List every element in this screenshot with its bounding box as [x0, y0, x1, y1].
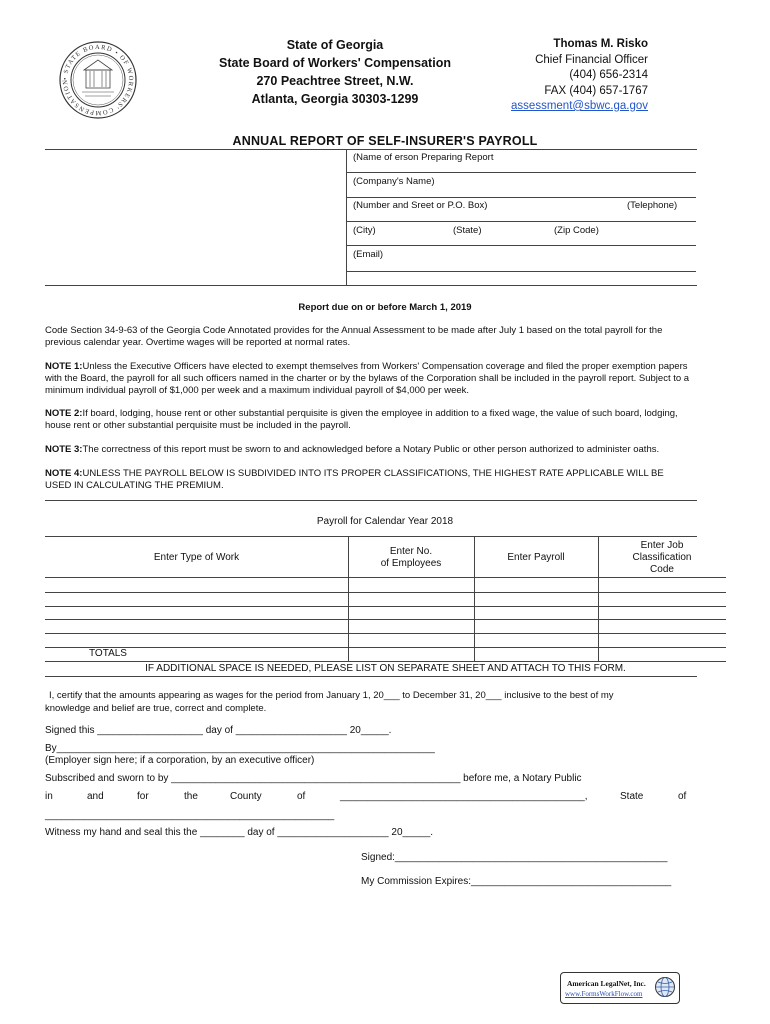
signed-this-line[interactable]: Signed this ___________________ day of ____________________ 20_____. — [45, 725, 392, 736]
note-text: Unless the Executive Officers have elected to exempt themselves from Workers' Compensation coverage and filed the proper exemption papers with the Board, the payroll for all such officers named in the charter or by the bylaws of the Corporation shall be included in the payroll report. Subject to a minimum individual payroll of $1,000 per week and a maximum individual payroll of $4,000 per week. — [45, 361, 690, 396]
col-employees-line: Enter No. — [389, 546, 433, 557]
city-label: (City) — [353, 225, 376, 236]
note-label: NOTE 2: — [45, 408, 83, 419]
certify-line-2: knowledge and belief are true, correct and complete. — [45, 703, 267, 714]
state-board-seal-icon — [58, 40, 138, 120]
additional-space-note: IF ADDITIONAL SPACE IS NEEDED, PLEASE LIST ON SEPARATE SHEET AND ATTACH TO THIS FORM. — [145, 663, 626, 674]
agency-line: State of Georgia — [286, 38, 384, 52]
note-1 — [45, 361, 690, 397]
note-3 — [45, 444, 690, 456]
col-employees-line: of Employees — [380, 558, 442, 569]
company-name-label: (Company's Name) — [353, 176, 435, 187]
subscribed-line[interactable]: Subscribed and sworn to by ____________________________________________________ before me, a Notary Public — [45, 773, 582, 784]
state-of-word: of — [678, 791, 687, 802]
contact-block — [448, 37, 648, 115]
col-code-line: Code — [650, 564, 674, 575]
state-word: State — [620, 791, 644, 802]
commission-expires-line[interactable]: My Commission Expires:____________________________________ — [361, 876, 672, 887]
agency-line: State Board of Workers' Compensation — [219, 56, 451, 70]
contact-fax: FAX (404) 657-1767 — [544, 84, 648, 97]
table-caption: Payroll for Calendar Year 2018 — [316, 516, 454, 527]
note-label: NOTE 3: — [45, 444, 83, 455]
note-text: UNLESS THE PAYROLL BELOW IS SUBDIVIDED INTO ITS PROPER CLASSIFICATIONS, THE HIGHEST RATE APPLICABLE WILL BE USED IN CALCULATING THE PREMIUM. — [45, 468, 664, 491]
in-word: in — [45, 791, 53, 802]
agency-address — [200, 36, 470, 108]
contact-title: Chief Financial Officer — [535, 53, 648, 66]
note-label: NOTE 4: — [45, 468, 83, 479]
of-word: of — [297, 791, 306, 802]
svg-text:• STATE BOARD • OF WORKERS' CO: • STATE BOARD • OF WORKERS' COMPENSATION — [61, 43, 135, 117]
col-code-line: Enter Job — [640, 540, 684, 551]
the-word: the — [184, 791, 198, 802]
totals-label: TOTALS — [89, 648, 127, 659]
certify-line-1: I, certify that the amounts appearing as wages for the period from January 1, 20___ to December 31, 20___ inclusive to the best of my — [49, 690, 614, 701]
email-label: (Email) — [353, 249, 384, 260]
globe-icon — [654, 976, 676, 998]
zip-label: (Zip Code) — [554, 225, 599, 236]
county-blank[interactable]: ____________________________________________, — [340, 791, 588, 802]
code-section-paragraph: Code Section 34-9-63 of the Georgia Code Annotated provides for the Annual Assessment to be made after July 1 based on the total payroll for the previous calendar year. Overtime wages will be reported at normal rates. — [45, 325, 663, 348]
col-employees — [348, 546, 474, 570]
american-legalnet-logo[interactable] — [560, 972, 680, 1004]
and-word: and — [87, 791, 104, 802]
preparer-name-label: (Name of erson Preparing Report — [353, 152, 494, 163]
contact-phone: (404) 656-2314 — [569, 69, 648, 81]
state-blank-line[interactable]: ____________________________________________________ — [45, 810, 335, 821]
agency-line: Atlanta, Georgia 30303-1299 — [251, 92, 419, 106]
note-4 — [45, 468, 690, 492]
contact-name: Thomas M. Risko — [553, 38, 648, 50]
report-due-date: Report due on or before March 1, 2019 — [298, 302, 472, 313]
county-word: County — [230, 791, 262, 802]
form-title: ANNUAL REPORT OF SELF-INSURER'S PAYROLL — [232, 134, 538, 148]
col-classification-code — [598, 540, 726, 576]
note-text: If board, lodging, house rent or other substantial perquisite is given the employee in addition to a fixed wage, the value of such board, lodging, house rent or other substantial perquisite must be included in the payroll. — [45, 408, 678, 431]
agency-line: 270 Peachtree Street, N.W. — [256, 74, 414, 88]
address-label: (Number and Sreet or P.O. Box) — [353, 200, 488, 211]
footer-brand: American LegalNet, Inc. — [567, 979, 646, 988]
for-word: for — [137, 791, 149, 802]
col-type-of-work: Enter Type of Work — [153, 552, 240, 563]
by-signature-line[interactable]: By____________________________________________________________________ — [45, 743, 435, 754]
witness-line[interactable]: Witness my hand and seal this the ________ day of ____________________ 20_____. — [45, 827, 434, 838]
telephone-label: (Telephone) — [627, 200, 678, 211]
state-label: (State) — [453, 225, 482, 236]
note-label: NOTE 1: — [45, 361, 83, 372]
col-payroll: Enter Payroll — [507, 552, 565, 563]
contact-email-link[interactable]: assessment@sbwc.ga.gov — [511, 100, 648, 112]
employer-note: (Employer sign here; if a corporation, by an executive officer) — [45, 755, 315, 766]
notary-signed-line[interactable]: Signed:_________________________________________________ — [361, 852, 668, 863]
footer-url-link[interactable]: www.FormsWorkFlow.com — [565, 990, 643, 998]
note-text: The correctness of this report must be sworn to and acknowledged before a Notary Public or other person authorized to administer oaths. — [82, 444, 660, 455]
col-code-line: Classification — [632, 552, 692, 563]
note-2 — [45, 408, 690, 432]
